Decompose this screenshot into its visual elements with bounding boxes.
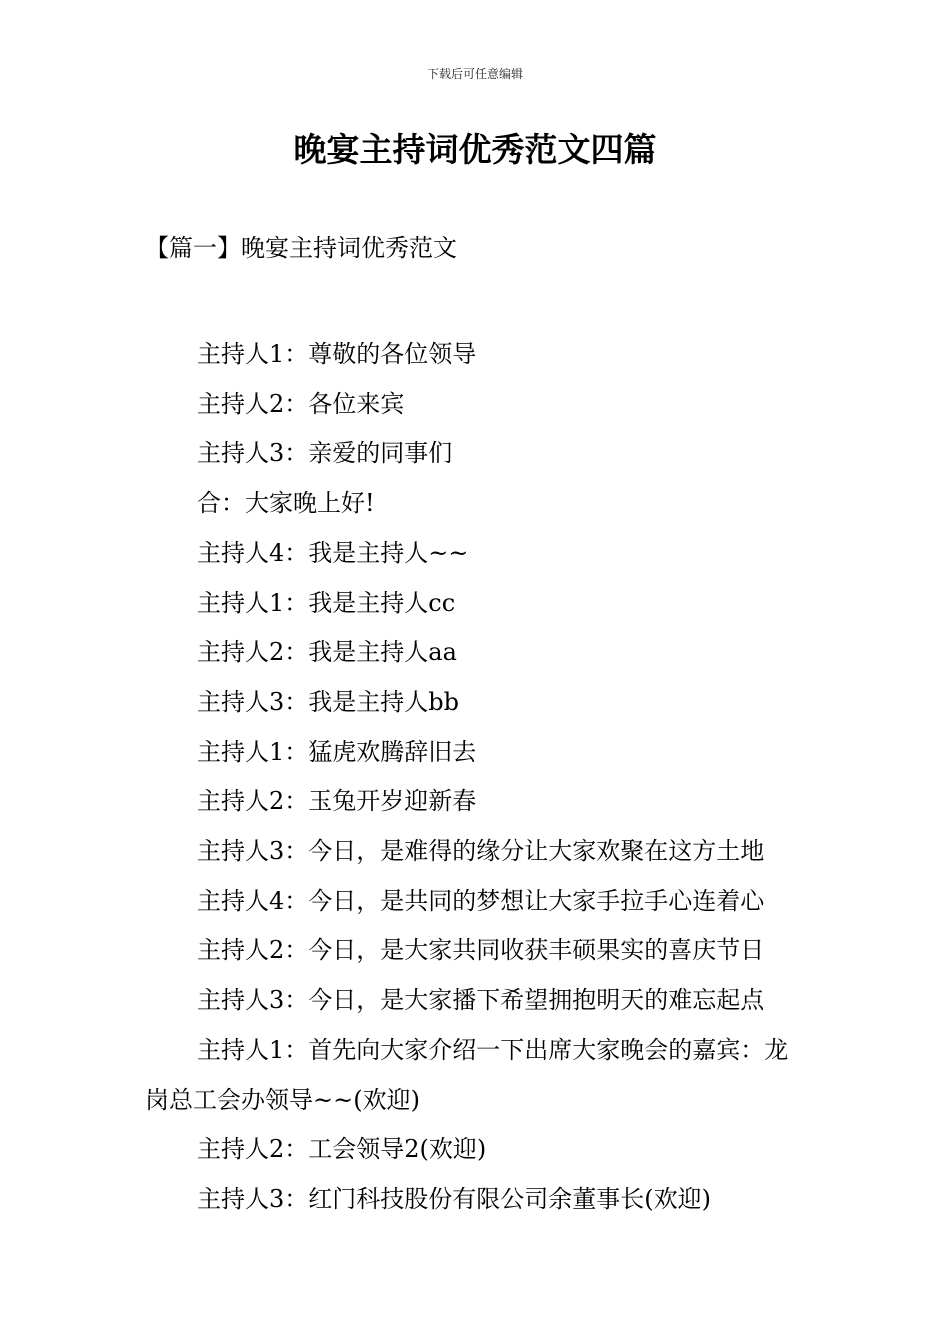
paragraph-line: 主持人2：各位来宾 bbox=[197, 389, 405, 418]
section-heading: 【篇一】晚宴主持词优秀范文 bbox=[145, 234, 457, 262]
page-title: 晚宴主持词优秀范文四篇 bbox=[293, 130, 657, 169]
paragraph-line: 主持人3：今日，是难得的缘分让大家欢聚在这方土地 bbox=[197, 837, 765, 866]
header-note: 下载后可任意编辑 bbox=[426, 67, 523, 81]
paragraph-line: 主持人1：尊敬的各位领导 bbox=[197, 340, 477, 368]
paragraph-line: 主持人3：今日，是大家播下希望拥抱明天的难忘起点 bbox=[197, 986, 765, 1015]
paragraph-line: 合：大家晚上好! bbox=[197, 489, 375, 518]
paragraph-line: 主持人2：工会领导2(欢迎) bbox=[197, 1135, 487, 1164]
paragraph-line: 主持人2：今日，是大家共同收获丰硕果实的喜庆节日 bbox=[197, 936, 765, 965]
paragraph-line: 主持人1：我是主持人cc bbox=[197, 588, 456, 617]
paragraph-line: 主持人3：红门科技股份有限公司余董事长(欢迎) bbox=[197, 1184, 711, 1213]
paragraph-line: 主持人4：我是主持人~~ bbox=[197, 538, 469, 567]
paragraph-line: 主持人3：亲爱的同事们 bbox=[197, 439, 453, 468]
paragraph-line: 主持人3：我是主持人bb bbox=[197, 687, 459, 716]
paragraph-line: 主持人2：玉兔开岁迎新春 bbox=[197, 787, 477, 816]
paragraph-line: 主持人2：我是主持人aa bbox=[197, 638, 457, 667]
paragraph-line: 主持人1：首先向大家介绍一下出席大家晚会的嘉宾：龙岗总工会办领导~~(欢迎) bbox=[145, 1035, 789, 1114]
paragraph-line: 主持人1：猛虎欢腾辞旧去 bbox=[197, 737, 477, 766]
paragraph-line: 主持人4：今日，是共同的梦想让大家手拉手心连着心 bbox=[197, 886, 765, 915]
document-body bbox=[145, 330, 805, 1225]
